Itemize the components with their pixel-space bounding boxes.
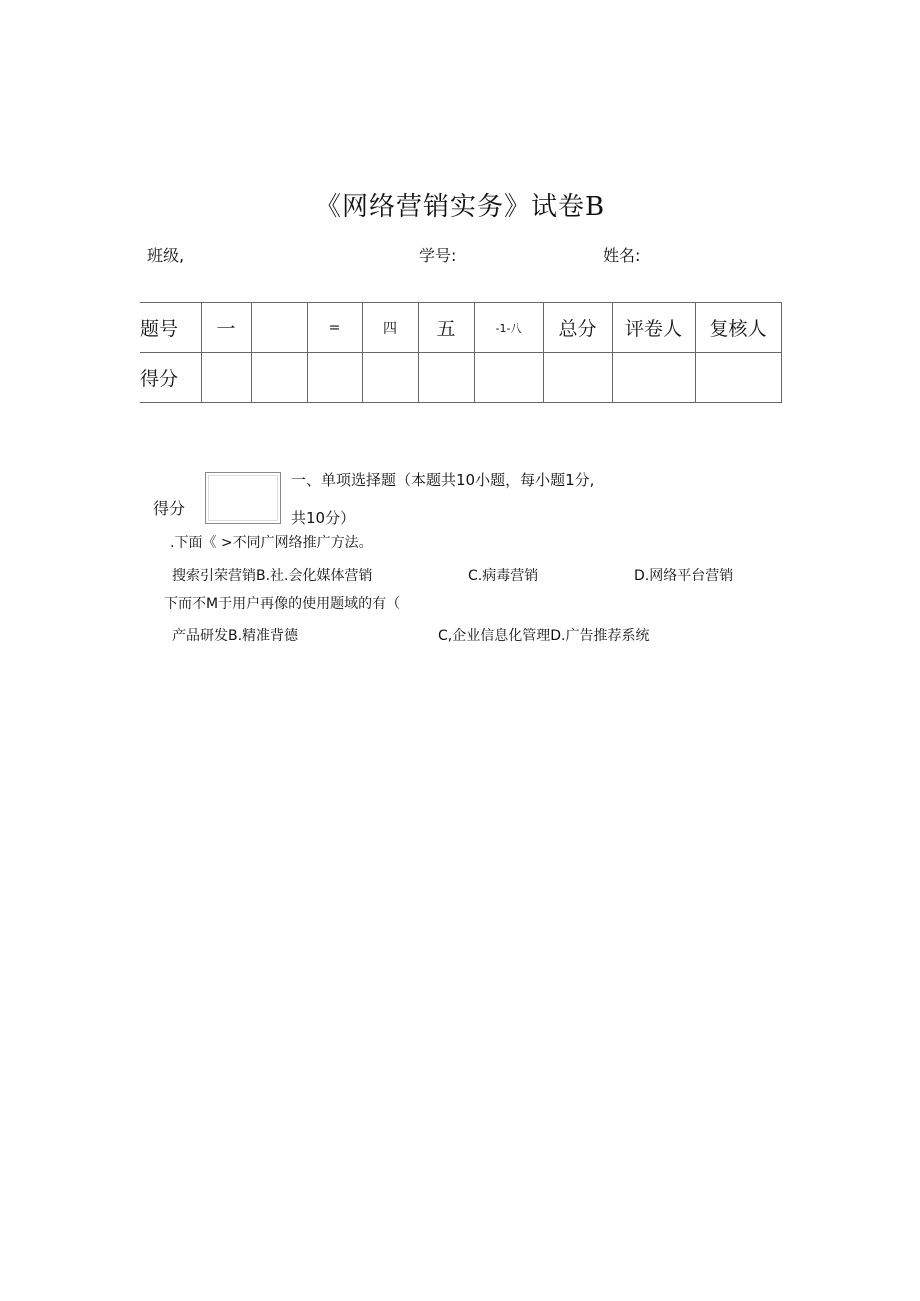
score-row-header: 得分: [140, 353, 201, 403]
question-2-option-ab: 产品研发B.精准背德: [172, 628, 299, 644]
grader-header: 评卷人: [612, 303, 695, 353]
score-cell[interactable]: [251, 353, 307, 403]
section-score-label: 得分: [153, 499, 186, 518]
score-cell[interactable]: [612, 353, 695, 403]
class-label: 班级,: [147, 246, 185, 265]
question-1-option-ab: 搜索引荣营销B.社.会化媒体营销: [172, 568, 373, 584]
exam-title: 《网络营销实务》试卷B: [314, 192, 606, 222]
question-number-row: [140, 303, 781, 353]
question-2-option-cd: C,企业信息化管理D.广告推荐系统: [438, 628, 650, 644]
question-1-option-d: D.网络平台营销: [634, 568, 734, 584]
question-1-option-c: C.病毒营销: [468, 568, 539, 584]
name-label: 姓名:: [603, 246, 641, 265]
score-row: [140, 353, 781, 403]
section-score-box[interactable]: [205, 472, 281, 524]
col-6-8: -1-八: [474, 303, 543, 353]
score-cell[interactable]: [418, 353, 474, 403]
question-2-stem: 下而不M于用户再像的使用题域的有（: [164, 596, 401, 612]
reviewer-header: 复核人: [695, 303, 781, 353]
question-number-header: 题号: [140, 303, 201, 353]
score-cell[interactable]: [362, 353, 418, 403]
score-cell[interactable]: [307, 353, 362, 403]
col-1: 一: [201, 303, 251, 353]
score-cell[interactable]: [543, 353, 612, 403]
score-table: [140, 302, 782, 403]
section-heading-line1: 一、单项选择题（本题共10小题，每小题1分,: [291, 471, 595, 489]
score-cell[interactable]: [474, 353, 543, 403]
score-cell[interactable]: [201, 353, 251, 403]
score-cell[interactable]: [695, 353, 781, 403]
col-2: [251, 303, 307, 353]
col-3: =: [307, 303, 362, 353]
student-id-label: 学号:: [419, 246, 457, 265]
col-5: 五: [418, 303, 474, 353]
total-header: 总分: [543, 303, 612, 353]
question-1-stem: .下面《 >不同广网络推广方法。: [170, 535, 373, 551]
col-4: 四: [362, 303, 418, 353]
section-heading-line2: 共10分）: [291, 509, 356, 527]
